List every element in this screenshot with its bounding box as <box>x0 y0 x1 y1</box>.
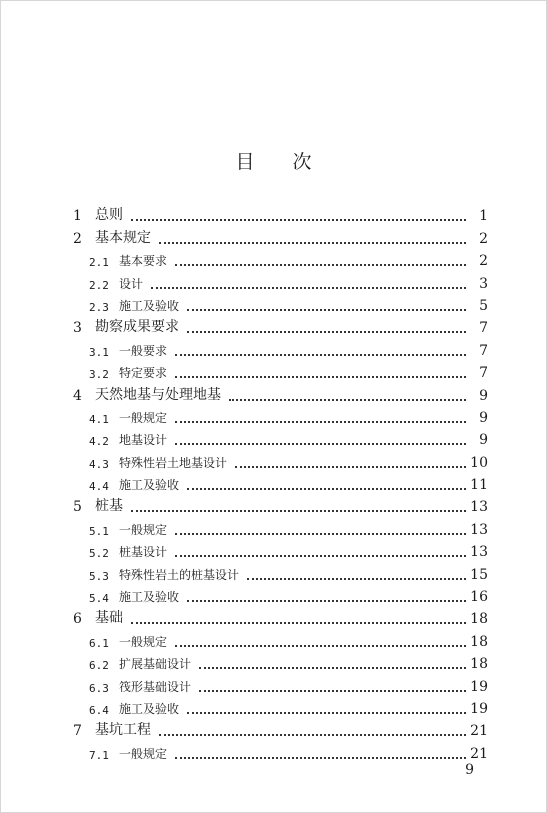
toc-entry-number: 5.4 <box>89 592 109 606</box>
toc-chapter-entry[interactable] <box>73 605 488 627</box>
toc-entry-label: 特殊性岩土的桩基设计 <box>119 567 240 582</box>
toc-entry-page: 7 <box>479 365 488 382</box>
dot-leader <box>187 588 466 602</box>
toc-entry-label: 一般规定 <box>119 410 168 425</box>
toc-entry-label: 地基设计 <box>119 433 168 448</box>
toc-entry-label: 勘察成果要求 <box>95 319 179 336</box>
toc-entry-label: 天然地基与处理地基 <box>95 386 221 403</box>
toc-entry-label: 一般要求 <box>119 343 168 358</box>
toc-entry-label: 桩基 <box>95 498 123 515</box>
toc-entry-page: 10 <box>470 454 488 471</box>
toc-entry-label: 施工及验收 <box>119 701 180 716</box>
toc-chapter-entry[interactable] <box>73 224 488 246</box>
toc-entry-label: 基本规定 <box>95 229 151 246</box>
toc-entry-label: 筏形基础设计 <box>119 679 192 694</box>
toc-section-entry[interactable] <box>73 538 488 560</box>
toc-entry-number: 6.3 <box>89 681 109 695</box>
dot-leader <box>175 431 466 445</box>
toc-entry-page: 18 <box>470 633 488 650</box>
toc-entry-page: 21 <box>470 745 488 762</box>
dot-leader <box>229 385 466 401</box>
dot-leader <box>159 720 466 736</box>
toc-entry-page: 15 <box>470 566 488 583</box>
toc-entry-number: 4.1 <box>89 412 109 426</box>
toc-chapter-entry[interactable] <box>73 493 488 515</box>
toc-entry-number: 1 <box>73 208 82 225</box>
toc-section-entry[interactable] <box>73 695 488 717</box>
toc-entry-label: 扩展基础设计 <box>119 657 192 672</box>
toc-entry-number: 6.4 <box>89 703 109 717</box>
dot-leader <box>175 521 466 535</box>
toc-entry-page: 19 <box>470 700 488 717</box>
toc-entry-number: 4.4 <box>89 480 109 494</box>
toc-entry-page: 21 <box>470 723 488 740</box>
toc-entry-number: 4.3 <box>89 457 109 471</box>
toc-entry-number: 4 <box>73 387 82 404</box>
toc-entry-number: 5.1 <box>89 524 109 538</box>
toc-entry-number: 7 <box>73 723 82 740</box>
toc-section-entry[interactable] <box>73 583 488 605</box>
toc-entry-page: 1 <box>479 208 488 225</box>
toc-entry-page: 9 <box>479 387 488 404</box>
toc-section-entry[interactable] <box>73 650 488 672</box>
toc-entry-number: 5.3 <box>89 569 109 583</box>
toc-entry-label: 施工及验收 <box>119 298 180 313</box>
toc-entry-number: 3.2 <box>89 368 109 382</box>
dot-leader <box>131 205 466 221</box>
toc-section-entry[interactable] <box>73 515 488 537</box>
toc-entry-page: 2 <box>479 230 488 247</box>
toc-entry-number: 6.1 <box>89 636 109 650</box>
dot-leader <box>199 678 466 692</box>
dot-leader <box>159 228 466 244</box>
toc-entry-page: 11 <box>470 477 488 494</box>
toc-chapter-entry[interactable] <box>73 717 488 739</box>
toc-entry-number: 2.2 <box>89 278 109 292</box>
dot-leader <box>175 633 466 647</box>
toc-entry-page: 9 <box>479 409 488 426</box>
toc-chapter-entry[interactable] <box>73 314 488 336</box>
toc-entry-page: 13 <box>470 544 488 561</box>
toc-section-entry[interactable] <box>73 269 488 291</box>
toc-entry-label: 设计 <box>119 276 144 291</box>
toc-section-entry[interactable] <box>73 292 488 314</box>
toc-entry-number: 3.1 <box>89 345 109 359</box>
toc-entry-number: 6 <box>73 611 82 628</box>
dot-leader <box>175 745 466 759</box>
toc-entry-number: 5 <box>73 499 82 516</box>
toc-chapter-entry[interactable] <box>73 202 488 224</box>
toc-entry-number: 2 <box>73 230 82 247</box>
toc-entry-page: 13 <box>470 521 488 538</box>
table-of-contents <box>73 202 488 762</box>
toc-section-entry[interactable] <box>73 336 488 358</box>
toc-section-entry[interactable] <box>73 560 488 582</box>
toc-entry-label: 施工及验收 <box>119 478 180 493</box>
toc-entry-label: 总则 <box>95 207 123 224</box>
dot-leader <box>187 297 466 311</box>
toc-title: 目次 <box>235 151 350 173</box>
toc-entry-label: 一般规定 <box>119 746 168 761</box>
toc-entry-page: 7 <box>479 342 488 359</box>
page-number: 9 <box>465 762 474 778</box>
toc-chapter-entry[interactable] <box>73 381 488 403</box>
toc-entry-page: 18 <box>470 611 488 628</box>
toc-entry-label: 特定要求 <box>119 366 168 381</box>
toc-entry-number: 4.2 <box>89 435 109 449</box>
toc-section-entry[interactable] <box>73 471 488 493</box>
toc-entry-page: 13 <box>470 499 488 516</box>
toc-section-entry[interactable] <box>73 247 488 269</box>
dot-leader <box>175 364 466 378</box>
toc-entry-label: 基坑工程 <box>95 722 151 739</box>
toc-section-entry[interactable] <box>73 672 488 694</box>
dot-leader <box>151 275 466 289</box>
dot-leader <box>175 252 466 266</box>
toc-entry-label: 一般规定 <box>119 522 168 537</box>
toc-entry-page: 16 <box>470 589 488 606</box>
toc-entry-page: 7 <box>479 320 488 337</box>
toc-entry-label: 桩基设计 <box>119 545 168 560</box>
toc-section-entry[interactable] <box>73 739 488 761</box>
dot-leader <box>131 496 466 512</box>
toc-entry-label: 特殊性岩土地基设计 <box>119 455 228 470</box>
toc-section-entry[interactable] <box>73 448 488 470</box>
toc-entry-number: 6.2 <box>89 659 109 673</box>
toc-entry-number: 2.3 <box>89 300 109 314</box>
toc-section-entry[interactable] <box>73 426 488 448</box>
toc-section-entry[interactable] <box>73 627 488 649</box>
dot-leader <box>187 476 466 490</box>
toc-entry-page: 19 <box>470 678 488 695</box>
toc-entry-page: 5 <box>479 297 488 314</box>
dot-leader <box>175 342 466 356</box>
toc-entry-label: 基础 <box>95 610 123 627</box>
toc-entry-label: 一般规定 <box>119 634 168 649</box>
dot-leader <box>175 409 466 423</box>
toc-entry-page: 3 <box>479 275 488 292</box>
dot-leader <box>187 700 466 714</box>
dot-leader <box>187 317 466 333</box>
toc-entry-number: 5.2 <box>89 547 109 561</box>
toc-entry-number: 2.1 <box>89 256 109 270</box>
dot-leader <box>235 454 466 468</box>
dot-leader <box>175 543 466 557</box>
toc-entry-page: 9 <box>479 432 488 449</box>
toc-entry-label: 基本要求 <box>119 254 168 269</box>
dot-leader <box>247 566 466 580</box>
toc-entry-label: 施工及验收 <box>119 590 180 605</box>
toc-section-entry[interactable] <box>73 404 488 426</box>
toc-entry-page: 18 <box>470 656 488 673</box>
toc-entry-number: 3 <box>73 320 82 337</box>
toc-entry-number: 7.1 <box>89 748 109 762</box>
toc-entry-page: 2 <box>479 253 488 270</box>
dot-leader <box>199 655 466 669</box>
toc-section-entry[interactable] <box>73 359 488 381</box>
dot-leader <box>131 608 466 624</box>
